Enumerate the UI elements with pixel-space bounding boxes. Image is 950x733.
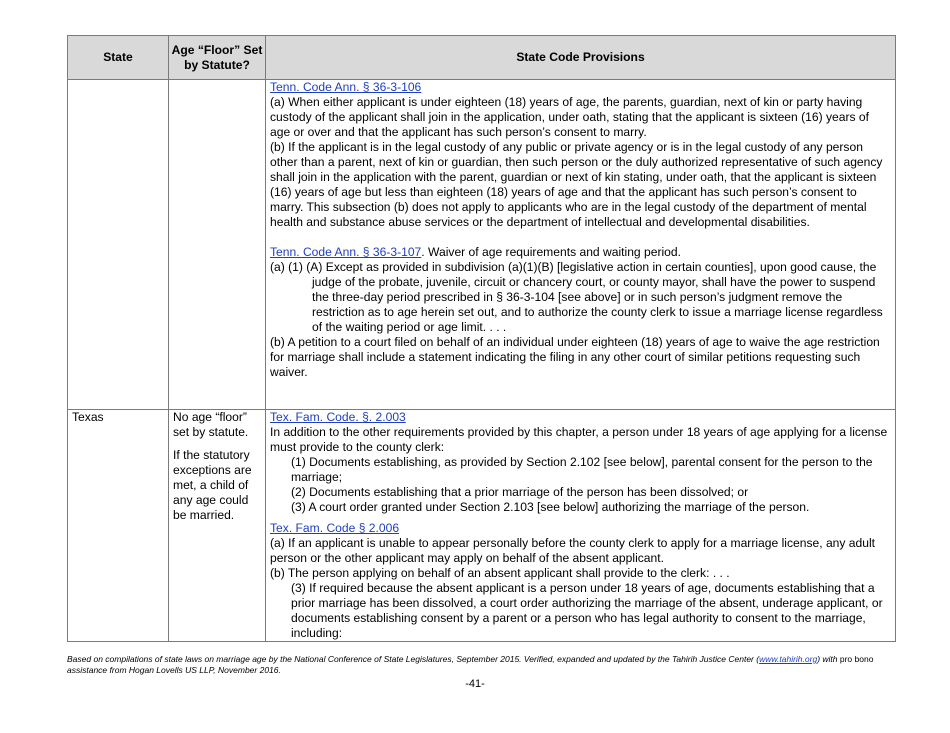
- footnote: [67, 654, 895, 676]
- citation-link[interactable]: Tex. Fam. Code § 2.006: [270, 521, 400, 535]
- age-floor-text: If the statutory exceptions are met, a child of any age could be married.: [173, 448, 252, 522]
- footnote-text: assistance from Hogan Lovells US LLP, November 2016.: [67, 665, 281, 675]
- header-state: State: [68, 36, 169, 80]
- provision-item: (1) Documents establishing, as provided by Section 2.102 [see below], parental consent for the person to the marriage;: [291, 455, 873, 484]
- citation-link[interactable]: Tenn. Code Ann. § 36-3-107: [270, 245, 422, 259]
- citation-link[interactable]: Tenn. Code Ann. § 36-3-106: [270, 80, 422, 94]
- state-law-table: [67, 35, 896, 642]
- provisions-cell: [266, 410, 896, 642]
- table-row-tennessee: [68, 80, 896, 410]
- state-cell: Texas: [68, 410, 169, 642]
- age-floor-cell: [169, 410, 266, 642]
- provision-item: (2) Documents establishing that a prior marriage of the person has been dissolved; or: [291, 485, 749, 499]
- provision-text: (a) If an applicant is unable to appear personally before the county clerk to apply for a marriage license, any adult person or the other applicant may apply on behalf of the absent applicant.: [270, 536, 876, 565]
- provision-text: (b) A petition to a court filed on behalf of an individual under eighteen (18) years of age to waive the age restriction for marriage shall include a statement indicating the filing in any other court of similar petitions requesting such waiver.: [270, 335, 880, 379]
- footnote-link[interactable]: www.tahirih.org: [759, 654, 818, 664]
- age-floor-cell: [169, 80, 266, 410]
- footnote-text: pro bono: [839, 654, 874, 664]
- table-header-row: [68, 36, 896, 80]
- provisions-cell: [266, 80, 896, 410]
- state-cell: [68, 80, 169, 410]
- provision-text: (b) The person applying on behalf of an absent applicant shall provide to the clerk: . . .: [270, 566, 730, 580]
- header-age-floor: Age “Floor” Set by Statute?: [169, 36, 266, 80]
- header-provisions: State Code Provisions: [266, 36, 896, 80]
- provision-text: (a) When either applicant is under eighteen (18) years of age, the parents, guardian, next of kin or party having custody of the applicant shall join in the application, under oath, stating that the applicant is sixteen (16) years of age or over and that the applicant has such person’s consent to marry.: [270, 95, 870, 139]
- provision-item: (3) If required because the absent applicant is a person under 18 years of age, documents establishing that a prior marriage has been dissolved, a court order authorizing the marriage of the absent, underage applicant, or documents establishing consent by a parent or a person who has legal authority to consent to the marriage, including:: [291, 581, 883, 640]
- footnote-text: Based on compilations of state laws on marriage age by the National Conference of State Legislatures, September 2015. Verified, expanded and updated by the Tahirih Justice Center (: [67, 654, 760, 664]
- provision-text: (a) (1) (A) Except as provided in subdivision (a)(1)(B) [legislative action in certain counties], upon good cause, the judge of the probate, juvenile, circuit or chancery court, or county mayor, shall have the power to suspend the three-day period prescribed in § 36-3-104 [see above] or in such person’s judgment remove the restriction as to age herein set out, and to authorize the county clerk to issue a marriage license regardless of the waiting period or age limit. . . .: [270, 260, 883, 334]
- footnote-text: ) with: [817, 654, 840, 664]
- table-row-texas: [68, 410, 896, 642]
- page-number: -41-: [465, 678, 485, 690]
- citation-heading: . Waiver of age requirements and waiting period.: [421, 245, 681, 259]
- provision-item: (3) A court order granted under Section 2.103 [see below] authorizing the marriage of the person.: [291, 500, 810, 514]
- provision-text: In addition to the other requirements provided by this chapter, a person under 18 years of age applying for a license must provide to the county clerk:: [270, 425, 888, 454]
- provision-text: (b) If the applicant is in the legal custody of any public or private agency or is in the legal custody of any person other than a parent, next of kin or guardian, then such person or the duly authorized representative of such agency shall join in the application with the parent, guardian or next of kin stating, under oath, that the applicant is sixteen (16) years of age but less than eighteen (18) years of age and that the applicant has such person’s consent to marry. This subsection (b) does not apply to applicants who are in the legal custody of the department of mental health and substance abuse services or the department of intellectual and developmental disabilities.: [270, 140, 883, 229]
- citation-link[interactable]: Tex. Fam. Code. §. 2.003: [270, 410, 406, 424]
- age-floor-text: No age “floor” set by statute.: [173, 410, 249, 439]
